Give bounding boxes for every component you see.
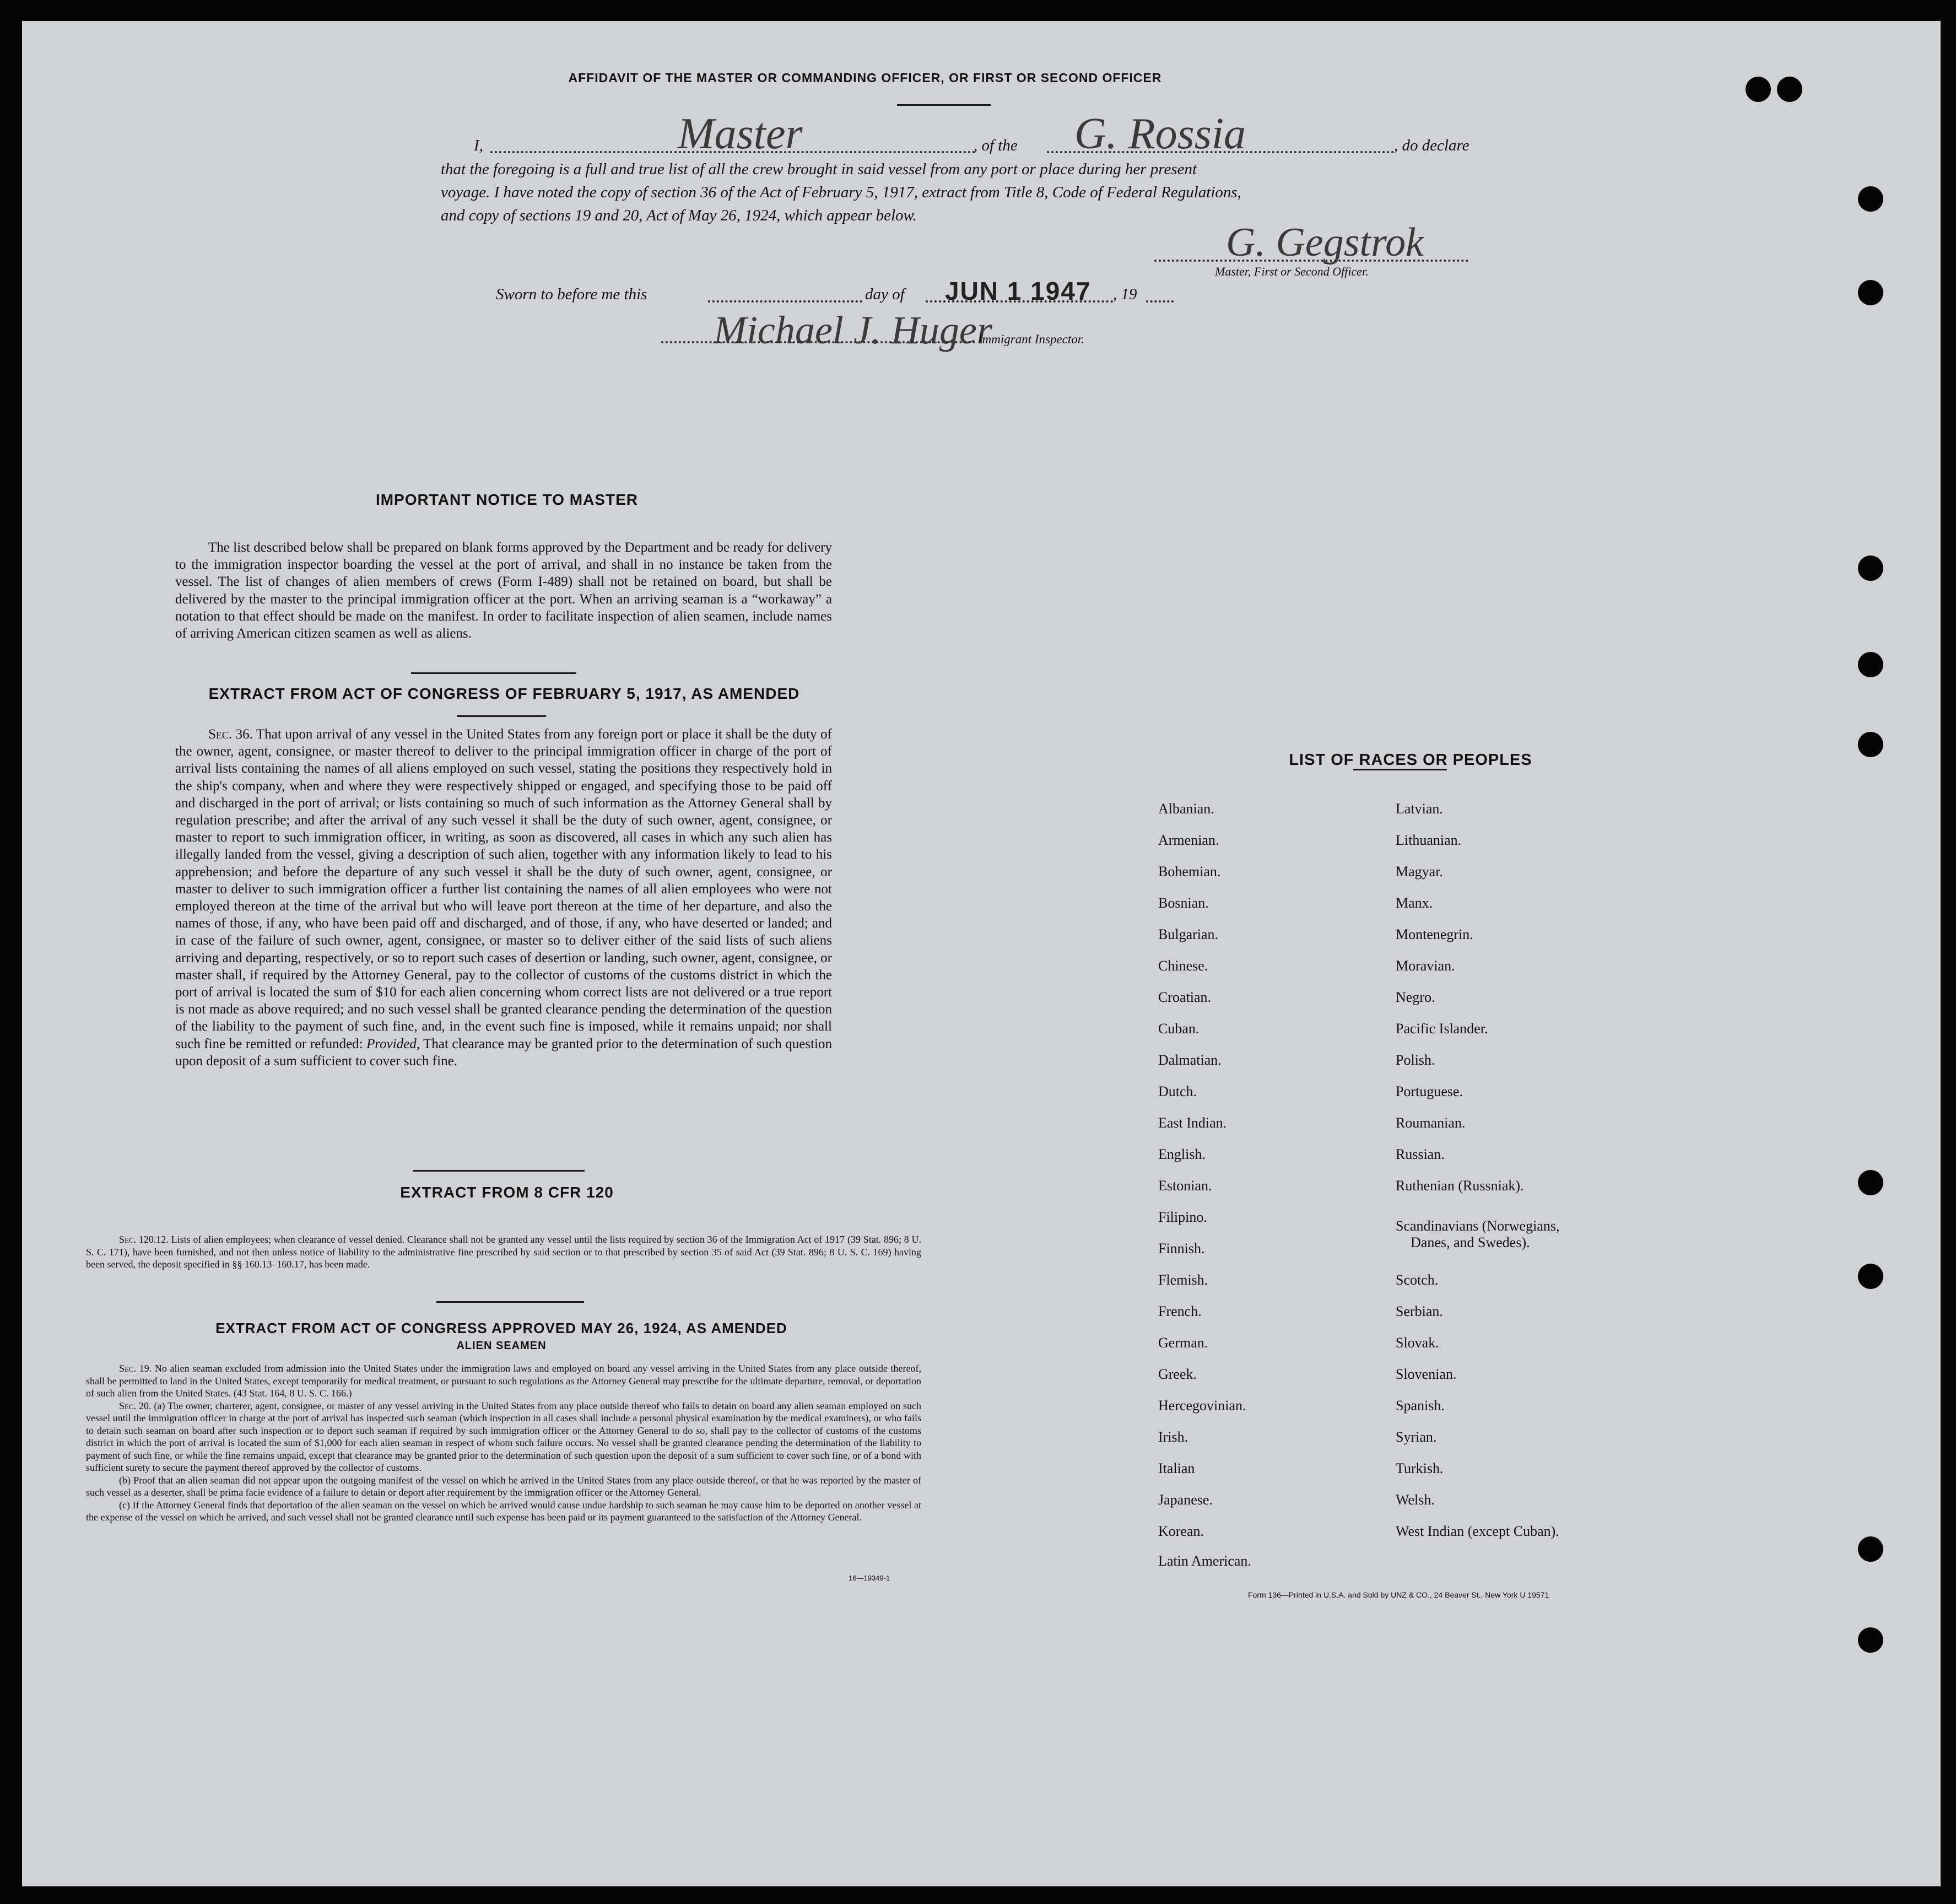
- sec-36-text-end: That clearance may be granted prior to the determination of such question upon deposit of a sum sufficient to cover such fine.: [175, 1036, 833, 1069]
- binder-hole: [1858, 1627, 1883, 1653]
- race-right-item: Polish.: [1396, 1052, 1435, 1068]
- races-title: LIST OF RACES OR PEOPLES: [1289, 751, 1532, 769]
- affidavit-body-line-2: voyage. I have noted the copy of section 36 of the Act of February 5, 1917, extract from Title 8, Code of Federal Regulations,: [441, 184, 1241, 201]
- officer-signature-handwriting: G. Gegstrok: [1226, 220, 1424, 265]
- section-divider: [457, 715, 546, 717]
- sec-20-b: (b) Proof that an alien seaman did not appear upon the outgoing manifest of the vessel on which he arrived in the United States from any place outside thereof, or that he was reported by the master of such vessel as a deserter, shall be prima facie evidence of a failure to detain or deport after requirement by the immigration officer or the Attorney General.: [86, 1474, 921, 1498]
- section-divider: [436, 1301, 584, 1303]
- officer-signature-line: [1154, 260, 1468, 262]
- binder-hole: [1858, 652, 1883, 677]
- race-left-item: Albanian.: [1158, 801, 1214, 817]
- sec-120-text: Lists of alien employees; when clearance of vessel denied. Clearance shall not be granted any vessel until the lists required by section 36 of the Immigration Act of 1917 (39 Stat. 896; 8 U. S. C. 171), have been furnished, and not then unless notice of liability to the administrative fine prescribed by said section or to that prescribed by section 35 of said Act (39 Stat. 896; 8 U. S. C. 169) having been served, the deposit specified in §§ 160.13–160.17, has been made.: [86, 1234, 921, 1270]
- binder-hole: [1858, 280, 1883, 305]
- affidavit-of-the-label: , of the: [974, 137, 1018, 154]
- race-right-item: Welsh.: [1396, 1492, 1435, 1508]
- sworn-day-line: [708, 300, 862, 303]
- sworn-label: Sworn to before me this: [496, 285, 647, 303]
- race-right-item-continuation: Danes, and Swedes).: [1411, 1234, 1530, 1250]
- document-page: [22, 21, 1941, 1886]
- sworn-year-label: , 19: [1113, 285, 1137, 303]
- race-right-item: Pacific Islander.: [1396, 1021, 1488, 1037]
- sec-19-text: No alien seaman excluded from admission into the United States under the immigration laws and employed on board any vessel arriving in the United States from any place outside thereof, shall be permitted to land in the United States, except temporarily for medical treatment, or pursuant to such regulations as the Attorney General may prescribe for the ultimate departure, removal, or deportation of such alien from the United States. (43 Stat. 164, 8 U. S. C. 166.): [86, 1363, 922, 1399]
- extract-1924-body: [86, 1362, 921, 1524]
- binder-hole: [1858, 186, 1883, 212]
- race-left-item: Hercegovinian.: [1158, 1398, 1246, 1414]
- race-right-item: Serbian.: [1396, 1303, 1443, 1319]
- cfr-title: EXTRACT FROM 8 CFR 120: [400, 1184, 614, 1201]
- provided-word: Provided,: [366, 1036, 420, 1051]
- race-left-item: German.: [1158, 1335, 1208, 1351]
- binder-hole: [1746, 77, 1771, 102]
- race-left-item: Bosnian.: [1158, 895, 1209, 911]
- race-left-item: Chinese.: [1158, 958, 1208, 974]
- form-code: 16—19349-1: [849, 1574, 890, 1582]
- race-right-item: Montenegrin.: [1396, 926, 1473, 942]
- binder-hole: [1858, 555, 1883, 581]
- notice-title: IMPORTANT NOTICE TO MASTER: [375, 491, 639, 508]
- race-left-item: Cuban.: [1158, 1021, 1199, 1037]
- race-left-item: Finnish.: [1158, 1240, 1205, 1256]
- race-left-item: Latin American.: [1158, 1553, 1251, 1569]
- race-right-item: Spanish.: [1396, 1398, 1445, 1414]
- affidavit-body-line-1: that the foregoing is a full and true list of all the crew brought in said vessel from any port or place during her present: [441, 160, 1197, 178]
- race-right-item: Scotch.: [1396, 1272, 1439, 1288]
- races-title-rule: [1353, 769, 1447, 770]
- sworn-year-line: [1146, 300, 1174, 303]
- sec-20-c: (c) If the Attorney General finds that deportation of the alien seaman on the vessel on which he arrived would cause undue hardship to such seaman he may cause him to be deported on another vessel at the expense of the vessel on which he arrived, and such vessel shall not be granted clearance until such expense has been paid or its payment guaranteed to the satisfaction of the Attorney General.: [86, 1499, 921, 1523]
- affidavit-master-handwriting: Master: [678, 110, 803, 158]
- race-right-item: Manx.: [1396, 895, 1433, 911]
- race-left-item: French.: [1158, 1303, 1202, 1319]
- cfr-body: [86, 1233, 921, 1271]
- binder-hole: [1858, 1264, 1883, 1289]
- binder-hole: [1777, 77, 1802, 102]
- race-left-item: Flemish.: [1158, 1272, 1208, 1288]
- race-right-item: Moravian.: [1396, 958, 1455, 974]
- race-right-item: Latvian.: [1396, 801, 1443, 817]
- race-right-item: Roumanian.: [1396, 1115, 1466, 1131]
- binder-hole: [1858, 1536, 1883, 1562]
- race-right-item: Ruthenian (Russniak).: [1396, 1178, 1524, 1194]
- race-right-item: Scandinavians (Norwegians,: [1396, 1218, 1560, 1234]
- race-left-item: Japanese.: [1158, 1492, 1213, 1508]
- race-right-item: Syrian.: [1396, 1429, 1437, 1445]
- sec-20-label: Sec. 20.: [119, 1400, 152, 1411]
- sec-20-a: [86, 1400, 921, 1474]
- race-right-item: Negro.: [1396, 989, 1435, 1005]
- extract-1917-body: [175, 726, 832, 1070]
- race-left-item: Armenian.: [1158, 832, 1219, 848]
- race-left-item: East Indian.: [1158, 1115, 1227, 1131]
- race-right-item: Portuguese.: [1396, 1083, 1463, 1099]
- affidavit-title-rule: [897, 104, 991, 106]
- race-left-item: Dalmatian.: [1158, 1052, 1222, 1068]
- extract-1917-title: EXTRACT FROM ACT OF CONGRESS OF FEBRUARY 5, 1917, AS AMENDED: [208, 685, 800, 702]
- binder-hole: [1858, 732, 1883, 757]
- form-footer: Form 136—Printed in U.S.A. and Sold by UNZ & CO., 24 Beaver St., New York U 19571: [1248, 1590, 1549, 1599]
- race-right-item: Slovenian.: [1396, 1366, 1457, 1382]
- date-stamp: JUN 1 1947: [945, 277, 1092, 305]
- affidavit-title: AFFIDAVIT OF THE MASTER OR COMMANDING OFFICER, OR FIRST OR SECOND OFFICER: [568, 71, 1162, 85]
- inspector-signature-handwriting: Michael J. Huger: [714, 308, 992, 352]
- race-left-item: Estonian.: [1158, 1178, 1212, 1194]
- sec-120-label: Sec. 120.12.: [119, 1234, 169, 1245]
- race-left-item: English.: [1158, 1146, 1206, 1162]
- race-right-item: Lithuanian.: [1396, 832, 1462, 848]
- notice-body: The list described below shall be prepared on blank forms approved by the Department and be ready for delivery to the immigration inspector boarding the vessel at the port of arrival, and shall in no instance be taken from the vessel. The list of changes of alien members of crews (Form I-489) shall not be retained on board, but shall be delivered by the master to the principal immigration officer at the port. When an arriving seaman is a “workaway” a notation to that effect should be made on the manifest. In order to facilitate inspection of alien seamen, include names of arriving American citizen seamen as well as aliens.: [175, 540, 832, 641]
- race-left-item: Greek.: [1158, 1366, 1197, 1382]
- race-right-item: Russian.: [1396, 1146, 1445, 1162]
- sec-36-label: Sec. 36.: [208, 727, 253, 742]
- officer-signature-caption: Master, First or Second Officer.: [1215, 265, 1369, 278]
- section-divider: [411, 672, 576, 674]
- extract-1924-title: EXTRACT FROM ACT OF CONGRESS APPROVED MAY 26, 1924, AS AMENDED: [215, 1320, 787, 1336]
- binder-hole: [1858, 1170, 1883, 1195]
- affidavit-body-line-3: and copy of sections 19 and 20, Act of May 26, 1924, which appear below.: [441, 207, 917, 224]
- race-left-item: Korean.: [1158, 1523, 1204, 1539]
- race-left-item: Bulgarian.: [1158, 926, 1219, 942]
- section-divider: [413, 1170, 585, 1172]
- inspector-caption: Immigrant Inspector.: [978, 332, 1084, 346]
- race-left-item: Italian: [1158, 1460, 1195, 1476]
- race-left-item: Irish.: [1158, 1429, 1188, 1445]
- race-right-item: Turkish.: [1396, 1460, 1444, 1476]
- extract-1924-subtitle: ALIEN SEAMEN: [456, 1340, 547, 1352]
- sec-19: [86, 1362, 921, 1400]
- affidavit-i-label: I,: [474, 137, 483, 154]
- race-right-item: Slovak.: [1396, 1335, 1439, 1351]
- race-right-item: West Indian (except Cuban).: [1396, 1523, 1559, 1539]
- race-right-item: Magyar.: [1396, 864, 1443, 880]
- sworn-day-of-label: day of: [865, 285, 905, 303]
- race-left-item: Dutch.: [1158, 1083, 1197, 1099]
- affidavit-vessel-handwriting: G. Rossia: [1074, 110, 1246, 158]
- sec-20-a-text: (a) The owner, charterer, agent, consignee, or master of any vessel arriving in the United States from any place outside thereof who fails to detain on board any alien seaman employed on such vessel until the immigration officer in charge at the port of arrival has inspected such seaman (which inspection in all cases shall include a personal physical examination by the medical examiners), or who fails to detain such seaman on board after such inspection or to deport such seaman if required by such immigration officer or the Attorney General to do so, shall pay to the collector of customs of the customs district in which the port of arrival is located the sum of $1,000 for each alien seaman in respect of whom such failure occurs. No vessel shall be granted clearance pending the determination of the liability to payment of such fine, or while the fine remains unpaid, except that clearance may be granted prior to the determination of such question upon the deposit of a sum sufficient to cover such fine, or of a bond with sufficient surety to secure the payment thereof approved by the collector of customs.: [86, 1400, 922, 1473]
- affidavit-declare-label: , do declare: [1394, 137, 1469, 154]
- race-left-item: Filipino.: [1158, 1209, 1207, 1225]
- sec-36-text: That upon arrival of any vessel in the United States from any foreign port or place it shall be the duty of the owner, agent, consignee, or master thereof to deliver to the principal immigration officer in charge of the port of arrival lists containing the names of all aliens employed on such vessel, stating the positions they respectively hold in the ship's company, when and where they were respectively shipped or engaged, and specifying those to be paid off and discharged in the port of arrival; or lists containing so much of such information as the Attorney General shall by regulation prescribe; and after the arrival of any such vessel it shall be the duty of such owner, agent, consignee, or master to report to such immigration officer, in writing, as soon as discovered, all cases in which any such alien has illegally landed from the vessel, giving a description of such alien, together with any information likely to lead to his apprehension; and before the departure of any such vessel it shall be the duty of such owner, agent, consignee, or master to deliver to such immigration officer a further list containing the names of all alien employees who were not employed thereon at the time of the arrival but who will leave port thereon at the time of her departure, and also the names of those, if any, who have been paid off and discharged, and of those, if any, who have deserted or landed; and in case of the failure of such owner, agent, consignee, or master so to deliver either of the said lists of such aliens arriving and departing, respectively, or so to report such cases of desertion or landing, such owner, agent, consignee, or master shall, if required by the Attorney General, pay to the collector of customs of the customs district in which the port of arrival is located the sum of $10 for each alien concerning whom correct lists are not delivered or a true report is not made as above required; and no such vessel shall be granted clearance pending the determination of the question of the liability to the payment of such fine, and, in the event such fine is imposed, while it remains unpaid; nor shall such fine be remitted or refunded:: [175, 727, 833, 1051]
- sec-19-label: Sec. 19.: [119, 1363, 152, 1374]
- race-left-item: Croatian.: [1158, 989, 1212, 1005]
- race-left-item: Bohemian.: [1158, 864, 1221, 880]
